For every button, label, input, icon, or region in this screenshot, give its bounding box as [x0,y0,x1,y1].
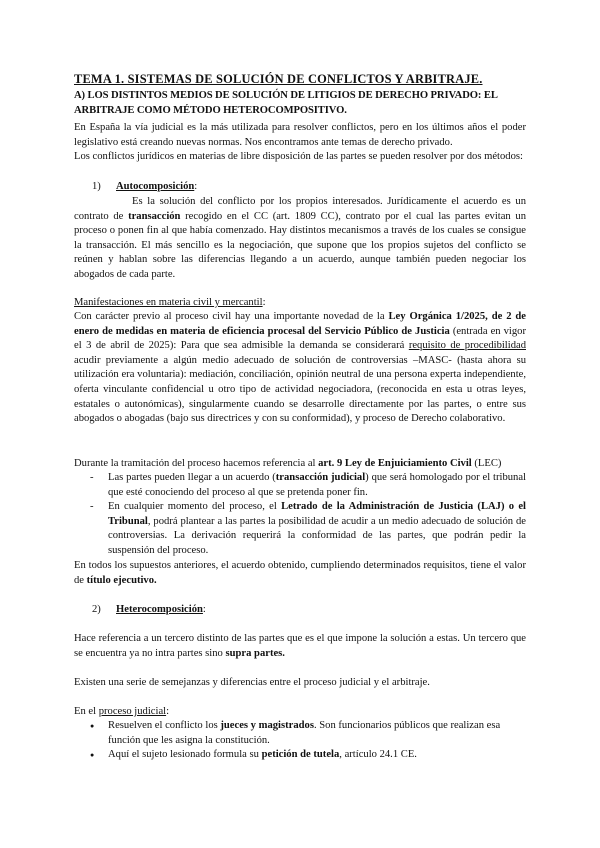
section-1-title: Autocomposición [116,181,195,192]
intro-paragraph-2: Los conflictos jurídicos en materias de libre disposición de las partes se pueden resolver por dos métodos: [74,151,523,162]
term-proceso-judicial: proceso judicial [98,706,167,717]
term-supra-partes: supra partes. [225,647,285,659]
text-run: Aquí el sujeto lesionado formula su [108,749,262,761]
semejanzas-paragraph: Existen una serie de semejanzas y diferencias entre el proceso judicial y el arbitraje. [74,677,430,688]
text-run: . Son funcionarios públicos que realizan esa función que les asigna la constitución. [108,720,501,746]
text-run: Con carácter previo al proceso civil hay una importante novedad de la [74,311,389,322]
proceso-judicial-heading [74,705,526,720]
text-run: acudir previamente a algún medio adecuado de solución de controversias –MASC- (hasta ahora su utilización era voluntaria): mediación, conciliación, opinión neutral de una persona experta independiente, oferta vinculante confidencial u otro tipo de actividad negociadora, (reconocida en esta u otras leyes, estatales o autonómicas), singularmente cuando se desarrolle directamente por las partes, o entre sus abogados o abogadas (bajo sus directrices y con su conformidad), y proceso de Derecho colaborativo. [74,354,526,425]
section-1-heading [92,180,197,195]
supuestos-paragraph [74,559,526,588]
page-title: TEMA 1. SISTEMAS DE SOLUCIÓN DE CONFLICTOS Y ARBITRAJE. [74,72,483,86]
text-run: Hace referencia a un tercero distinto de las partes que es el que impone la solución a estas. Un tercero que se encuentra ya no intra partes sino [74,633,526,659]
manifestaciones-colon: : [262,297,266,308]
text-run: (entrada en vigor el 3 de abril de 2025): Para que sea admisible la demanda se considerará [74,325,526,352]
term-titulo-ejecutivo: título ejecutivo. [86,574,157,586]
list-item [90,471,526,500]
section-1-number: 1) [92,181,101,192]
text-run: : [166,706,170,717]
text-run: , artículo 24.1 CE. [339,749,417,761]
lec-reference: art. 9 Ley de Enjuiciamiento Civil [318,458,472,469]
law-reference: Ley Orgánica 1/2025, de 2 de enero de medidas en materia de eficiencia procesal del Servicio Público de Justicia [74,311,526,337]
manifestaciones-heading [74,296,526,311]
section-2-title: Heterocomposición [116,604,203,615]
list-item [90,719,526,748]
term-requisito: requisito de procedibilidad [408,340,526,352]
term-transaccion: transacción [128,210,181,222]
text-run: Las partes pueden llegar a un acuerdo ( [108,472,276,483]
text-run: En todos los supuestos anteriores, el acuerdo obtenido, cumpliendo determinados requisitos, tiene el valor de [74,560,526,586]
term-peticion-tutela: petición de tutela [261,749,340,761]
section-2-colon: : [202,604,206,615]
text-run: (LEC) [471,458,502,469]
intro-paragraph-1: En España la vía judicial es la más utilizada para resolver conflictos, pero en los últimos años el poder legislativo está creando nuevas normas. Nos encontramos ante temas de derecho privado. [74,122,526,148]
list-item [90,748,526,763]
section-2-heading [92,603,206,618]
term-laj: Letrado de la Administración de Justicia (LAJ) o el Tribunal [108,501,526,527]
text-run: En el [74,706,99,717]
autocomposicion-paragraph [74,195,526,283]
heterocomposicion-paragraph [74,632,526,661]
text-run: Resuelven el conflicto los [108,720,221,731]
section-subtitle: A) LOS DISTINTOS MEDIOS DE SOLUCIÓN DE LITIGIOS DE DERECHO PRIVADO: EL ARBITRAJE COMO MÉTODO HETEROCOMPOSITIVO. [74,90,498,116]
section-2-number: 2) [92,604,101,615]
tramitacion-paragraph [74,457,526,472]
text-run: recogido en el CC (art. 1809 CC), contrato por el cual las partes evitan un proceso o ponen fin al que había comenzado. Hay distintos mecanismos a través de los cuales se consigue la transacción. El más sencillo es la negociación, que supone que los propios sujetos del conflicto se reúnen y hablan sobre las diferencias llegando a un acuerdo, aunque también pueden negociar los abogados de cada parte. [74,210,526,280]
text-run: ) que será homologado por el tribunal que esté conociendo del proceso al que se pretenda poner fin. [108,472,526,498]
text-run: Durante la tramitación del proceso hacemos referencia al [74,458,319,469]
proceso-judicial-list [90,719,526,763]
section-1-colon: : [194,181,198,192]
list-item [90,500,526,558]
text-run: En cualquier momento del proceso, el [108,501,282,513]
term-transaccion-judicial: transacción judicial [275,472,366,483]
tramitacion-list [90,471,526,559]
text-run: Es la solución del conflicto por los propios interesados. Jurídicamente el acuerdo es un contrato de [74,196,526,222]
manifestaciones-title: Manifestaciones en materia civil y mercantil [74,297,263,308]
manifestaciones-paragraph [74,310,526,427]
text-run: , podrá plantear a las partes la posibilidad de acudir a un medio adecuado de solución de controversias. La derivación requerirá la conformidad de las partes, que podrán pedir la suspensión del proceso. [108,515,526,556]
term-jueces: jueces y magistrados [220,720,314,731]
